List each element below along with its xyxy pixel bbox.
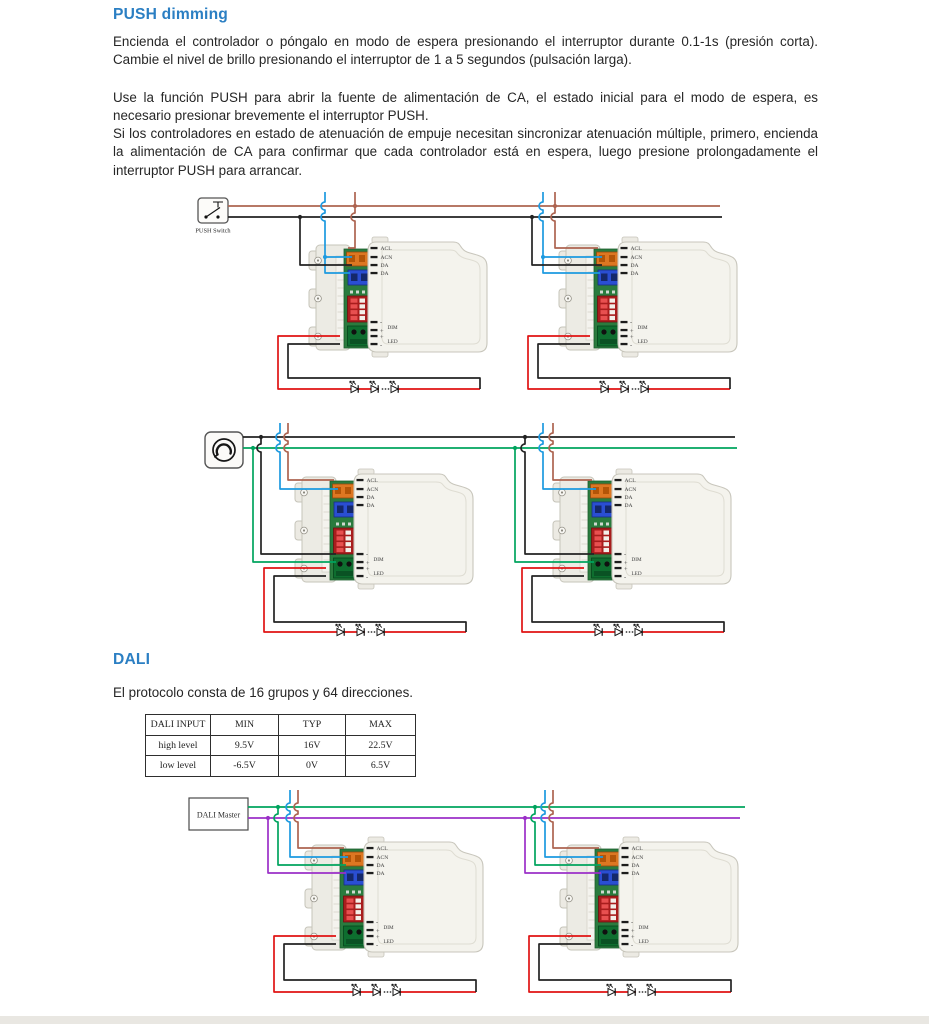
push-dimming-heading: PUSH dimming xyxy=(113,6,229,23)
push-paragraph-2: Use la función PUSH para abrir la fuente de alimentación de CA, el estado inicial para el modo de espera, es necesario presionar brevemente el interruptor PUSH. xyxy=(113,90,818,124)
header-cell: TYP xyxy=(279,715,346,736)
value-cell: 0V xyxy=(279,756,346,777)
table-row xyxy=(146,735,416,756)
wiring-diagram-rotary-dimmer xyxy=(150,420,760,665)
led-driver-device xyxy=(305,837,483,957)
dali-intro: El protocolo consta de 16 grupos y 64 direcciones. xyxy=(113,685,413,700)
dimmer-bus-wires xyxy=(243,437,737,448)
table-row xyxy=(146,756,416,777)
header-cell: MIN xyxy=(211,715,279,736)
dali-heading: DALI xyxy=(113,651,151,668)
push-paragraph-3: Si los controladores en estado de atenuación de empuje necesitan sincronizar atenuación múltiple, primero, encienda la alimentación de CA para confirmar que cada controlador está en espera, luego presione prolongadamente el interruptor PUSH para arrancar. xyxy=(113,126,818,178)
dali-voltage-table xyxy=(145,714,416,777)
led-driver-device xyxy=(309,237,487,357)
value-cell: 16V xyxy=(279,735,346,756)
push-switch-icon xyxy=(198,198,228,223)
led-driver-device xyxy=(560,837,738,957)
page-edge xyxy=(0,1016,929,1024)
value-cell: 22.5V xyxy=(346,735,416,756)
dali-master-box xyxy=(189,798,248,830)
led-driver-device xyxy=(553,469,731,589)
led-driver-device xyxy=(559,237,737,357)
value-cell: 9.5V xyxy=(211,735,279,756)
push-paragraph-1: Encienda el controlador o póngalo en modo de espera presionando el interruptor durante 0.1-1s (presión corta). Cambie el nivel de brillo presionando el interruptor de 1 a 5 segundos (pulsación larga). xyxy=(113,34,818,68)
dali-master-label: DALI Master xyxy=(196,810,241,820)
rotary-dimmer-icon xyxy=(205,432,243,468)
header-cell: MAX xyxy=(346,715,416,736)
row-label: high level xyxy=(146,735,211,756)
push-bus-wires xyxy=(228,206,722,217)
push-switch-label: PUSH Switch xyxy=(195,227,231,235)
row-label: low level xyxy=(146,756,211,777)
table-header-row xyxy=(146,715,416,736)
wiring-diagram-dali xyxy=(150,780,770,1015)
dali-bus-wires xyxy=(248,807,745,818)
header-cell: DALI INPUT xyxy=(146,715,211,736)
value-cell: 6.5V xyxy=(346,756,416,777)
value-cell: -6.5V xyxy=(211,756,279,777)
led-driver-device xyxy=(295,469,473,589)
wiring-diagram-push-dimming xyxy=(150,188,750,405)
